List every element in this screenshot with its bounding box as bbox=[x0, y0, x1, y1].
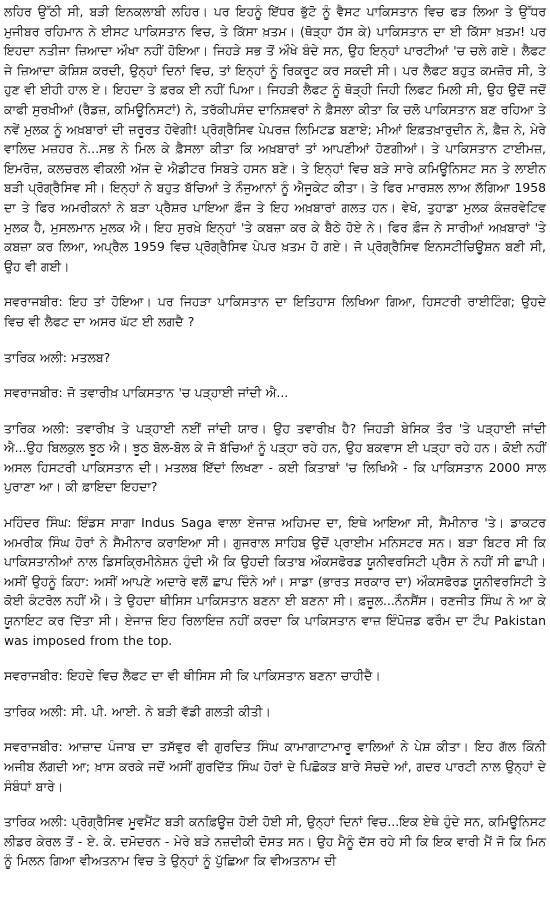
paragraph-swarajbir-left-thesis: ਸਵਰਾਜਬੀਰ: ਇਹਦੇ ਵਿਚ ਲੈਫਟ ਦਾ ਵੀ ਥੀਸਿਸ ਸੀ ਕਿ ਪਾਕਿਸਤਾਨ ਬਣਨਾ ਚਾਹੀਦੈ। bbox=[4, 668, 381, 684]
paragraph-swarajbir-question: ਸਵਰਾਜਬੀਰ: ਇਹ ਤਾਂ ਹੋਇਆ। ਪਰ ਜਿਹੜਾ ਪਾਕਿਸਤਾਨ ਦਾ ਇਤਿਹਾਸ ਲਿਖਿਆ ਗਿਆ, ਹਿਸਟਰੀ ਰਾਈਟਿੰਗ; ਉਹਦੇ ਵਿਚ ਵੀ ਲੈਫਟ ਦਾ ਅਸਰ ਘੱਟ ਈ ਲਗਦੈ ? bbox=[4, 294, 546, 329]
paragraph-tariq-ali-progressive: ਤਾਰਿਕ ਅਲੀ: ਪ੍ਰੋਗ੍ਰੈਸਿਵ ਮੂਵਮੈਂਟ ਬੜੀ ਕਨਫ਼ਿਊਜ਼ ਹੋਈ ਹੋਈ ਸੀ, ਉਨ੍ਹਾਂ ਦਿਨਾਂ ਵਿਚ...ਇਕ ਏਥੇ ਹੁੰਦੇ ਸਨ, ਕਮਿਊਨਿਸਟ ਲੀਡਰ ਕੇਰਲ ਤੋਂ - ਏ. ਕੇ. ਦਮੋਦਰਨ - ਮੇਰੇ ਬੜੇ ਨਜ਼ਦੀਕੀ ਦੋਸਤ ਸਨ। ਉਹ ਮੈਨੂੰ ਦੱਸ ਰਹੇ ਸੀ ਕਿ ਇਕ ਵਾਰੀ ਮੈਂ ਜੋ ਕਿ ਮਿਨ ਨੂੰ ਮਿਲਨ ਗਿਆ ਵੀਅਤਨਾਮ ਵਿਚ ਤੇ ਉਨ੍ਹਾਂ ਨੂੰ ਪੁੱਛਿਆ ਕਿ ਵੀਅਤਨਾਮ ਦੀ bbox=[4, 814, 546, 869]
paragraph-narration: ਲਹਿਰ ਉੱਠੀ ਸੀ, ਬੜੀ ਇਨਕਲਾਬੀ ਲਹਿਰ। ਪਰ ਇਹਨੂੰ ਇੱਧਰ ਭੁੱਟੋ ਨੂੰ ਵੈਸਟ ਪਾਕਿਸਤਾਨ ਵਿਚ ਫੜ ਲਿਆ ਤੇ ਉੱਧਰ ਮੁਜੀਬਰ ਰਹਿਮਾਨ ਨੇ ਈਸਟ ਪਾਕਿਸਤਾਨ ਵਿਚ, ਤੇ ਕਿੱਸਾ ਖ਼ਤਮ। (ਥੋੜ੍ਹਾ ਹੱਸ ਕੇ) ਪਾਕਿਸਤਾਨ ਦਾ ਈ ਕਿੱਸਾ ਖ਼ਤਮ! ਪਰ ਇਹਦਾ ਨਤੀਜਾ ਜ਼ਿਆਦਾ ਔਖਾ ਨਹੀਂ ਹੋਇਆ। ਜਿਹੜੇ ਸਭ ਤੋਂ ਔਖੇ ਬੰਦੇ ਸਨ, ਉਹ ਇਨ੍ਹਾਂ ਪਾਰਟੀਆਂ 'ਚ ਚਲੇ ਗਏ। ਲੈਫਟ ਜੇ ਜ਼ਿਆਦਾ ਕੋਸ਼ਿਸ਼ ਕਰਦੀ, ਉਨ੍ਹਾਂ ਦਿਨਾਂ ਵਿਚ, ਤਾਂ ਇਨ੍ਹਾਂ ਨੂੰ ਰਿਕਰੂਟ ਕਰ ਸਕਦੀ ਸੀ। ਪਰ ਲੈਫਟ ਬਹੁਤ ਕਮਜ਼ੋਰ ਸੀ, ਤੇ ਹੁਣ ਵੀ ਈਹੀ ਹਾਲ ਏ। ਇਹਦਾ ਤੇ ਫ਼ਰਕ ਈ ਨਹੀਂ ਪਿਆ। ਜਿਹੜੀ ਲੈਫਟ ਨੂੰ ਥੋੜ੍ਹੀ ਜਿਹੀ ਲਿਫਟ ਮਿਲੀ ਸੀ, ਉਹ ਉਦੋਂ ਜਦੋਂ ਕਾਫੀ ਸੁਰਖ਼ੀਆਂ (ਰੈਡਜ਼, ਕਮਿਊਨਿਸਟਾਂ) ਨੇ, ਤਰੱਕੀਪਸੰਦ ਦਾਨਿਸ਼ਵਰਾਂ ਨੇ ਫ਼ੈਸਲਾ ਕੀਤਾ ਕਿ ਚਲੋ ਪਾਕਿਸਤਾਨ ਬਣ ਰਹਿਆ ਤੇ ਨਵੇਂ ਮੁਲਕ ਨੂੰ ਅਖ਼ਬਾਰਾਂ ਦੀ ਜ਼ਰੂਰਤ ਹੋਵੇਗੀ! ਪ੍ਰੋਗ੍ਰੈਸਿਵ ਪੇਪਰਜ਼ ਲਿਮਿਟਡ ਬਣਾਏ; ਮੀਆਂ ਇਫ਼ਤਖ਼ਾਰੁਦੀਨ ਨੇ, ਫ਼ੈਜ਼ ਨੇ, ਮੇਰੇ ਵਾਲਿਦ ਮਜ਼ਹਰ ਨੇ...ਸਭ ਨੇ ਮਿਲ ਕੇ ਫ਼ੈਸਲਾ ਕੀਤਾ ਕਿ ਅਖ਼ਬਾਰਾਂ ਤਾਂ ਆਪਣੀਆਂ ਹੋਣਗੀਆਂ। ਤੇ ਪਾਕਿਸਤਾਨ ਟਾਈਮਜ਼, ਇਮਰੋਜ਼, ਕਲਚਰਲ ਵੀਕਲੀ ਅੱਜ ਦੇ ਐਡੀਟਰ ਸਿਬਤੇ ਹਸਨ ਬਣੇ। ਤੇ ਇਨ੍ਹਾਂ ਵਿਚ ਬੜੇ ਸਾਰੇ ਕਮਿਊਨਿਸਟ ਸਨ ਤੇ ਲਾਈਨ ਬੜੀ ਪ੍ਰੋਗ੍ਰੈਸਿਵ ਸੀ। ਇਨ੍ਹਾਂ ਨੇ ਬਹੁਤ ਬੱਚਿਆਂ ਤੇ ਨੌਜੁਆਨਾਂ ਨੂੰ ਐਜੂਕੇਟ ਕੀਤਾ। ਤੇ ਫਿਰ ਮਾਰਸ਼ਲ ਲਾਅ ਲੱਗਿਆ 1958 ਦਾ ਤੇ ਫਿਰ ਅਮਰੀਕਨਾਂ ਨੇ ਬੜਾ ਪ੍ਰੈਸ਼ਰ ਪਾਇਆ ਫ਼ੌਜ ਤੇ ਇਹ ਅਖ਼ਬਾਰਾਂ ਗਲਤ ਹਨ। ਵੇਖੋ, ਤੁਹਾਡਾ ਮੁਲਕ ਕੰਜ਼ਰਵੇਟਿਵ ਮੁਲਕ ਹੈ, ਮੁਸਲਮਾਨ ਮੁਲਕ ਐ। ਇਹ ਸੁਰਖ਼ੇ ਇਨ੍ਹਾਂ 'ਤੇ ਕਬਜ਼ਾ ਕਰ ਕੇ ਬੈਠੇ ਹੋਏ ਨੇ। ਫਿਰ ਫ਼ੌਜ ਨੇ ਸਾਰੀਆਂ ਅਖ਼ਬਾਰਾਂ 'ਤੇ ਕਬਜ਼ਾ ਕਰ ਲਿਆ, ਅਪ੍ਰੈਲ 1959 ਵਿਚ ਪ੍ਰੋਗ੍ਰੈਸਿਵ ਪੇਪਰ ਖ਼ਤਮ ਹੋ ਗਏ। ਜੋ ਪ੍ਰੋਗ੍ਰੈਸਿਵ ਇਨਸਟੀਚਿਊਸ਼ਨ ਬਣੀ ਸੀ, ਉਹ ਵੀ ਗਈ। bbox=[4, 4, 546, 274]
paragraph-tariq-ali-cpi: ਤਾਰਿਕ ਅਲੀ: ਸੀ. ਪੀ. ਆਈ. ਨੇ ਬੜੀ ਵੱਡੀ ਗਲਤੀ ਕੀਤੀ। bbox=[4, 703, 271, 719]
paragraph-tariq-ali-meaning: ਤਾਰਿਕ ਅਲੀ: ਮਤਲਬ? bbox=[4, 349, 111, 365]
paragraph-swarajbir-history: ਸਵਰਾਜਬੀਰ: ਜੋ ਤਵਾਰੀਖ਼ ਪਾਕਿਸਤਾਨ 'ਚ ਪੜ੍ਹਾਈ ਜਾਂਦੀ ਐ... bbox=[4, 385, 289, 401]
paragraph-mohinder-singh: ਮਹਿੰਦਰ ਸਿੰਘ: ਇੰਡਸ ਸਾਗਾ Indus Saga ਵਾਲਾ ਏਜਾਜ਼ ਅਹਿਮਦ ਦਾ, ਇਥੇ ਆਇਆ ਸੀ, ਸੈਮੀਨਾਰ 'ਤੇ। ਡਾਕਟਰ ਅਮਰੀਕ ਸਿੰਘ ਹੋਰਾਂ ਨੇ ਸੈਮੀਨਾਰ ਕਰਾਇਆ ਸੀ। ਗੁਜਰਾਲ ਸਾਹਿਬ ਉਦੋਂ ਪ੍ਰਾਈਮ ਮਨਿਸਟਰ ਸਨ। ਬੜਾ ਬਿਟਰ ਸੀ ਕਿ ਪਾਕਿਸਤਾਨੀਆਂ ਨਾਲ ਡਿਸਕ੍ਰਿਮੀਨੇਸ਼ਨ ਹੁੰਦੀ ਐ ਕਿ ਉਹਦੀ ਕਿਤਾਬ ਔਕਸਫੋਰਡ ਯੂਨੀਵਰਸਿਟੀ ਪ੍ਰੈਸ ਨੇ ਨਹੀਂ ਸੀ ਛਾਪੀ। ਅਸੀਂ ਉਹਨੂੰ ਕਿਹਾ: ਅਸੀਂ ਆਪਣੇ ਅਦਾਰੇ ਵਲੋਂ ਛਾਪ ਦਿੰਨੇ ਆਂ। ਸਾਡਾ (ਭਾਰਤ ਸਰਕਾਰ ਦਾ) ਔਕਸਫੋਰਡ ਯੂਨੀਵਰਸਿਟੀ ਤੇ ਕੋਈ ਕੰਟਰੋਲ ਨਹੀਂ ਐ। ਤੇ ਉਹਦਾ ਥੀਸਿਸ ਪਾਕਿਸਤਾਨ ਬਣਨਾ ਈ ਬਣਨਾ ਸੀ। ਫ਼ਜ਼ੂਲ...ਨੌਨਸੈਂਸ। ਰਣਜੀਤ ਸਿੰਘ ਨੇ ਆ ਕੇ ਯੂਨਾਇਟ ਕਰ ਦਿੱਤਾ ਸੀ। ਏਜਾਜ਼ ਇਹ ਰਿਲਾਇਜ਼ ਨਹੀਂ ਕਰਦਾ ਕਿ ਪਾਕਿਸਤਾਨ ਵਾਜ਼ ਇੰਪੋਜ਼ਡ ਫਰੌਮ ਦਾ ਟੌਪ Pakistan was imposed from the top. bbox=[4, 515, 546, 648]
paragraph-swarajbir-azad-punjab: ਸਵਰਾਜਬੀਰ: ਆਜ਼ਾਦ ਪੰਜਾਬ ਦਾ ਤਸੱਵੁਰ ਵੀ ਗੁਰਦਿਤ ਸਿੰਘ ਕਾਮਾਗਾਟਾਮਾਰੂ ਵਾਲਿਆਂ ਨੇ ਪੇਸ਼ ਕੀਤਾ। ਇਹ ਗੱਲ ਕਿੰਨੀ ਅਜੀਬ ਲੱਗਦੀ ਆ; ਖ਼ਾਸ ਕਰਕੇ ਜਦੋਂ ਅਸੀਂ ਗੁਰਦਿੱਤ ਸਿੰਘ ਹੋਰਾਂ ਦੇ ਪਿਛੋਕੜ ਬਾਰੇ ਸੋਚਦੇ ਆਂ, ਗਦਰ ਪਾਰਟੀ ਨਾਲ ਉਨ੍ਹਾਂ ਦੇ ਸੰਬੰਧਾਂ ਬਾਰੇ। bbox=[4, 739, 546, 794]
paragraph-tariq-ali-history: ਤਾਰਿਕ ਅਲੀ: ਤਵਾਰੀਖ਼ ਤੇ ਪੜ੍ਹਾਈ ਨਈਂ ਜਾਂਦੀ ਯਾਰ। ਉਹ ਤਵਾਰੀਖ਼ ਹੈ? ਜਿਹੜੀ ਬੇਸਿਕ ਤੌਰ 'ਤੇ ਪੜ੍ਹਾਈ ਜਾਂਦੀ ਐ...ਉਹ ਬਿਲਕੁਲ ਝੂਠ ਐ। ਝੂਠ ਬੋਲ-ਬੋਲ ਕੇ ਜੋ ਬੱਚਿਆਂ ਨੂੰ ਪੜ੍ਹਾ ਰਹੇ ਹਨ, ਉਹ ਬਕਵਾਸ ਈ ਪੜ੍ਹਾ ਰਹੇ ਹਨ। ਕੋਈ ਨਹੀਂ ਅਸਲ ਹਿਸਟਰੀ ਪਾਕਿਸਤਾਨ ਦੀ। ਮਤਲਬ ਇੱਦਾਂ ਲਿਖਣਾ - ਕਈ ਕਿਤਾਬਾਂ 'ਚ ਲਿਖਿਐ - ਕਿ ਪਾਕਿਸਤਾਨ 2000 ਸਾਲ ਪੁਰਾਣਾ ਆ। ਕੀ ਫ਼ਾਇਦਾ ਇਹਦਾ? bbox=[4, 420, 546, 495]
